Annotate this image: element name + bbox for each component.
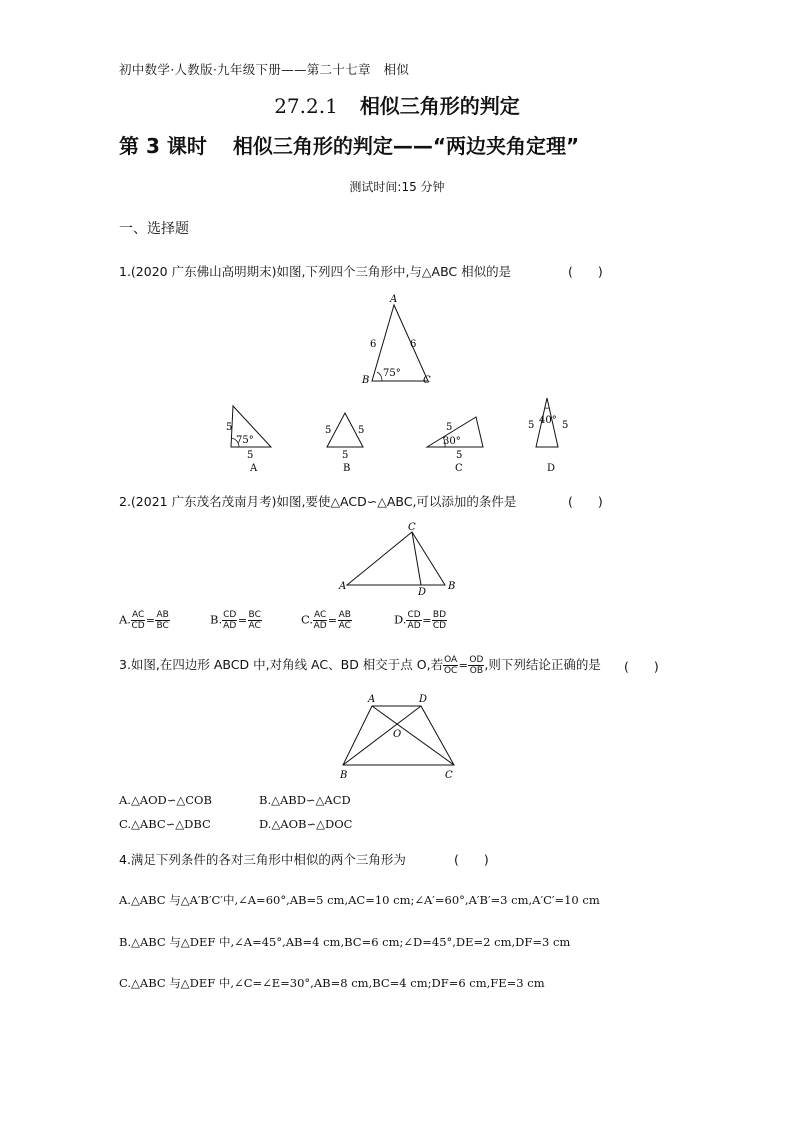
- q1-main-triangle: [361, 294, 431, 386]
- angle-b-label: 75°: [383, 368, 401, 379]
- q1-option-a-triangle: [226, 406, 271, 474]
- q2-option-a[interactable]: A. $\frac{AC}{CD}$ = $\frac{AB}{BC}$: [119, 610, 169, 631]
- q2-a-num2: AB: [156, 610, 169, 620]
- question-3-stem: 3.如图,在四边形 ABCD 中,对角线 AC、BD 相交于点 O,若 $\frac{OA}{OC}$ = $\frac{OD}{OB}$ ,则下列结论正确的是: [119, 655, 601, 676]
- q2-a-num1: AC: [131, 610, 145, 620]
- q3-figure: [339, 694, 454, 781]
- q2-a-den1: CD: [131, 621, 145, 631]
- opt-c-angle-label: 30°: [443, 436, 461, 447]
- q2-b-num1: CD: [223, 610, 237, 620]
- page-header: 初中数学·人教版·九年级下册——第二十七章 相似: [119, 62, 410, 77]
- q3-vertex-o: O: [393, 729, 402, 740]
- q2-c-den1: AD: [313, 621, 327, 631]
- q2-a-den2: BC: [156, 621, 169, 631]
- opt-a-bottom-label: 5: [247, 450, 254, 461]
- q3-vertex-c: C: [445, 770, 453, 781]
- side-ac-label: 6: [410, 339, 417, 350]
- q2-option-b-letter: B.: [210, 612, 223, 627]
- q1-option-d-triangle: [528, 398, 568, 474]
- q3-stem-part-a: 3.如图,在四边形 ABCD 中,对角线 AC、BD 相交于点 O,若: [119, 657, 444, 672]
- q2-option-c-letter: C.: [301, 612, 314, 627]
- q4-option-b[interactable]: B.△ABC 与△DEF 中,∠A=45°,AB=4 cm,BC=6 cm;∠D=45°,DE=2 cm,DF=3 cm: [119, 935, 571, 949]
- opt-b-letter: B: [343, 463, 351, 474]
- opt-a-angle-label: 75°: [236, 435, 254, 446]
- question-2-stem: 2.(2021 广东茂名茂南月考)如图,要使△ACD∽△ABC,可以添加的条件是: [119, 494, 517, 509]
- side-ab-label: 6: [370, 339, 377, 350]
- q2-option-d[interactable]: D. $\frac{CD}{AD}$ = $\frac{BD}{CD}$: [394, 610, 447, 631]
- q2-b-num2: BC: [248, 610, 261, 620]
- q3-den2: OB: [469, 666, 484, 676]
- q2-d-den2: CD: [432, 621, 447, 631]
- opt-b-bottom-label: 5: [342, 450, 349, 461]
- q2-option-b[interactable]: B. $\frac{CD}{AD}$ = $\frac{BC}{AC}$: [210, 610, 261, 631]
- opt-b-right-label: 5: [358, 425, 365, 436]
- q2-b-den1: AD: [223, 621, 237, 631]
- opt-d-left-label: 5: [528, 420, 535, 431]
- q2-b-den2: AC: [248, 621, 261, 631]
- opt-a-letter: A: [250, 463, 258, 474]
- opt-a-left-label: 5: [226, 422, 233, 433]
- vertex-c-label: C: [423, 375, 431, 386]
- section-heading: 一、选择题: [119, 221, 189, 237]
- question-4-answer-blank[interactable]: ( ): [454, 852, 489, 867]
- q2-d-num1: CD: [407, 610, 421, 620]
- q3-option-c[interactable]: C.△ABC∽△DBC: [119, 817, 211, 831]
- q3-vertex-b: B: [340, 770, 348, 781]
- question-1-stem: 1.(2020 广东佛山高明期末)如图,下列四个三角形中,与△ABC 相似的是: [119, 264, 512, 279]
- q3-num1: OA: [444, 655, 458, 665]
- opt-d-letter: D: [547, 463, 556, 474]
- q2-vertex-a: A: [339, 581, 347, 592]
- q2-vertex-d: D: [418, 587, 427, 598]
- q4-option-c[interactable]: C.△ABC 与△DEF 中,∠C=∠E=30°,AB=8 cm,BC=4 cm;DF=6 cm,FE=3 cm: [119, 976, 545, 990]
- q3-option-a[interactable]: A.△AOD∽△COB: [119, 793, 212, 807]
- question-3-answer-blank[interactable]: ( ): [624, 659, 659, 674]
- q2-c-num2: AB: [338, 610, 351, 620]
- question-1-answer-blank[interactable]: ( ): [568, 264, 603, 279]
- q3-vertex-d: D: [419, 694, 428, 705]
- opt-d-angle-label: 40°: [539, 415, 557, 426]
- q4-option-a[interactable]: A.△ABC 与△A′B′C′中,∠A=60°,AB=5 cm,AC=10 cm;∠A′=60°,A′B′=3 cm,A′C′=10 cm: [119, 893, 600, 907]
- q1-option-b-triangle: [325, 413, 364, 474]
- lesson-number: 27.2.1: [274, 94, 338, 118]
- q2-option-c[interactable]: C. $\frac{AC}{AD}$ = $\frac{AB}{AC}$: [301, 610, 351, 631]
- opt-c-top-label: 5: [446, 422, 453, 433]
- opt-d-right-label: 5: [562, 420, 569, 431]
- opt-c-letter: C: [455, 463, 463, 474]
- q2-figure: [338, 522, 455, 598]
- q3-stem-part-b: ,则下列结论正确的是: [484, 657, 601, 672]
- lesson-period: 第 3 课时: [119, 134, 207, 158]
- q2-vertex-b: B: [448, 581, 456, 592]
- q2-d-den1: AD: [407, 621, 421, 631]
- lesson-title-text: 相似三角形的判定: [359, 94, 520, 118]
- q2-vertex-c: C: [408, 522, 416, 533]
- q3-option-b[interactable]: B.△ABD∽△ACD: [259, 793, 351, 807]
- vertex-b-label: B: [362, 375, 370, 386]
- q3-vertex-a: A: [368, 694, 376, 705]
- lesson-subtitle-text: 相似三角形的判定——“两边夹角定理”: [232, 134, 580, 158]
- q2-c-den2: AC: [338, 621, 351, 631]
- q2-option-a-letter: A.: [119, 612, 131, 627]
- q2-d-num2: BD: [432, 610, 447, 620]
- question-4-stem: 4.满足下列条件的各对三角形中相似的两个三角形为: [119, 852, 406, 867]
- q3-option-d[interactable]: D.△AOB∽△DOC: [259, 817, 353, 831]
- q2-option-d-letter: D.: [394, 612, 407, 627]
- test-time: 测试时间:15 分钟: [349, 180, 445, 194]
- opt-b-left-label: 5: [325, 425, 332, 436]
- q2-c-num1: AC: [314, 610, 327, 620]
- q3-den1: OC: [443, 666, 458, 676]
- question-2-answer-blank[interactable]: ( ): [568, 494, 603, 509]
- q3-num2: OD: [469, 655, 484, 665]
- q1-option-c-triangle: [427, 417, 483, 474]
- vertex-a-label: A: [390, 294, 398, 305]
- opt-c-bottom-label: 5: [456, 450, 463, 461]
